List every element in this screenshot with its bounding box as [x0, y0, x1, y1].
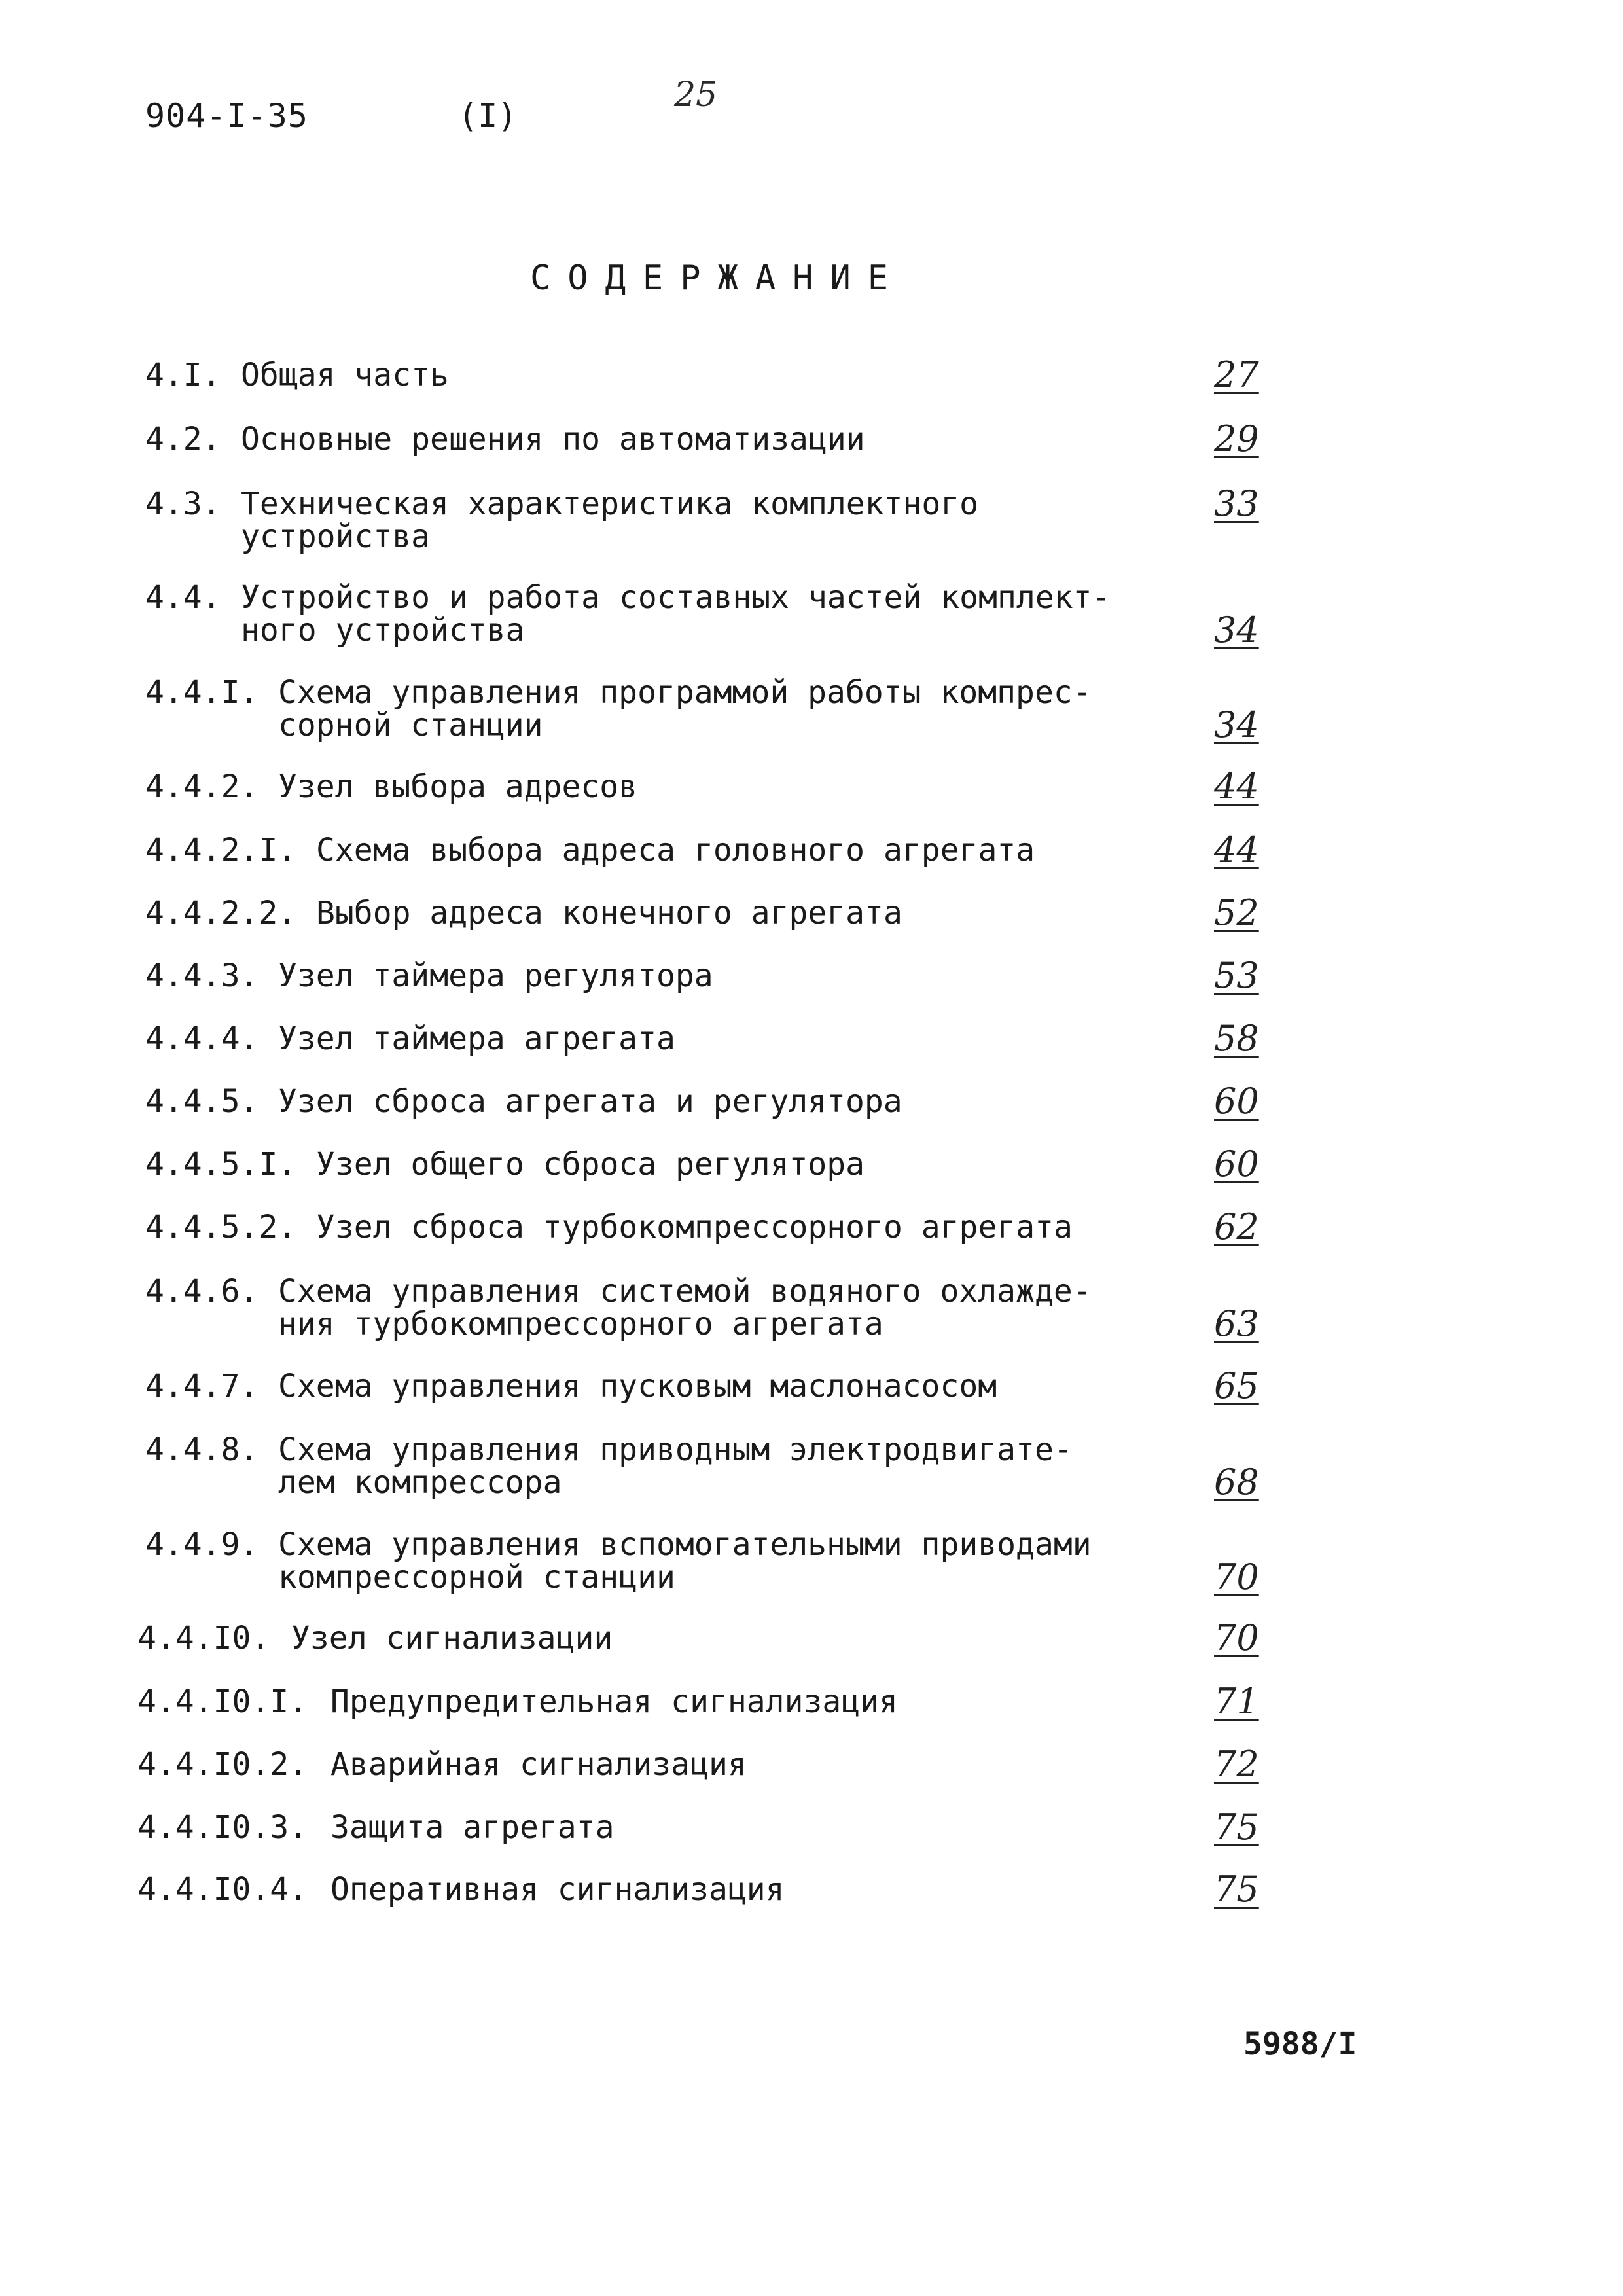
toc-entry-page: 68: [1214, 1462, 1259, 1503]
toc-entry-number: 4.4.2.2.: [145, 895, 297, 931]
toc-entry-page: 70: [1214, 1617, 1259, 1659]
toc-entry-title: Устройство и работа составных частей комплект- ного устройства: [241, 579, 1111, 649]
toc-entry-page: 58: [1214, 1018, 1259, 1059]
toc-entry-number: 4.4.3.: [145, 958, 259, 994]
toc-entry-number: 4.4.I0.2.: [137, 1746, 308, 1783]
toc-entry-title: Техническая характеристика комплектного устройства: [241, 486, 979, 555]
toc-entry-title: Общая часть: [241, 357, 449, 393]
toc-entry-page: 60: [1214, 1081, 1259, 1122]
toc-entry-number: 4.4.: [145, 579, 221, 616]
toc-entry-page: 65: [1214, 1365, 1259, 1407]
toc-entry-number: 4.4.4.: [145, 1020, 259, 1057]
toc-entry-number: 4.4.5.2.: [145, 1209, 297, 1246]
inventory-stamp: 5988/I: [1243, 2026, 1357, 2062]
toc-entry-page: 29: [1214, 418, 1259, 459]
toc-entry-title: Узел сигнализации: [291, 1620, 613, 1657]
toc-entry-page: 72: [1214, 1744, 1259, 1785]
toc-entry-title: Схема управления приводным электродвигате- лем компрессора: [278, 1431, 1073, 1501]
toc-entry-number: 4.4.6.: [145, 1273, 259, 1310]
toc-entry-title: Схема управления программой работы компрес- сорной станции: [278, 674, 1092, 744]
toc-entry-title: Защита агрегата: [330, 1809, 615, 1846]
toc-entry-page: 52: [1214, 892, 1259, 933]
toc-entry-title: Схема управления пусковым маслонасосом: [278, 1368, 997, 1405]
toc-entry-page: 34: [1214, 704, 1259, 745]
toc-entry-number: 4.4.2.: [145, 768, 259, 805]
toc-entry-number: 4.2.: [145, 421, 221, 457]
toc-entry-page: 33: [1214, 483, 1259, 524]
toc-entry-page: 44: [1214, 766, 1259, 807]
toc-entry-number: 4.4.5.: [145, 1083, 259, 1120]
toc-entry-number: 4.4.7.: [145, 1368, 259, 1405]
toc-entry-number: 4.4.8.: [145, 1431, 259, 1468]
toc-entry-title: Оперативная сигнализация: [330, 1871, 785, 1908]
toc-entry-title: Аварийная сигнализация: [330, 1746, 747, 1783]
sheet-number: 25: [674, 75, 718, 115]
toc-entry-title: Основные решения по автоматизации: [241, 421, 865, 457]
toc-entry-title: Узел общего сброса регулятора: [316, 1146, 865, 1183]
toc-entry-page: 62: [1214, 1206, 1259, 1247]
toc-entry-number: 4.4.I0.I.: [137, 1683, 308, 1720]
toc-entry-number: 4.4.I0.3.: [137, 1809, 308, 1846]
toc-entry-page: 75: [1214, 1806, 1259, 1848]
toc-entry-title: Предупредительная сигнализация: [330, 1683, 898, 1720]
toc-entry-title: Узел таймера регулятора: [278, 958, 713, 994]
toc-entry-number: 4.4.9.: [145, 1526, 259, 1563]
toc-entry-number: 4.4.5.I.: [145, 1146, 297, 1183]
toc-entry-number: 4.I.: [145, 357, 221, 393]
toc-entry-title: Узел сброса турбокомпрессорного агрегата: [316, 1209, 1073, 1246]
toc-entry-title: Схема управления вспомогательными приводами компрессорной станции: [278, 1526, 1092, 1596]
toc-entry-page: 60: [1214, 1143, 1259, 1185]
toc-entry-page: 27: [1214, 354, 1259, 395]
document-code: 904-I-35: [145, 97, 308, 135]
toc-entry-page: 44: [1214, 829, 1259, 870]
toc-entry-title: Выбор адреса конечного агрегата: [316, 895, 902, 931]
toc-entry-number: 4.3.: [145, 486, 221, 522]
toc-entry-number: 4.4.2.I.: [145, 832, 297, 869]
toc-entry-page: 34: [1214, 609, 1259, 651]
toc-entry-title: Узел таймера агрегата: [278, 1020, 675, 1057]
toc-entry-title: Узел выбора адресов: [278, 768, 638, 805]
toc-entry-page: 53: [1214, 955, 1259, 996]
toc-entry-number: 4.4.I0.: [137, 1620, 270, 1657]
page-title: СОДЕРЖАНИЕ: [530, 259, 906, 298]
toc-entry-page: 75: [1214, 1869, 1259, 1910]
toc-entry-page: 71: [1214, 1681, 1259, 1722]
document-part: (I): [458, 97, 518, 135]
toc-entry-title: Узел сброса агрегата и регулятора: [278, 1083, 902, 1120]
toc-entry-number: 4.4.I0.4.: [137, 1871, 308, 1908]
toc-entry-number: 4.4.I.: [145, 674, 259, 711]
toc-entry-page: 70: [1214, 1556, 1259, 1598]
toc-entry-title: Схема выбора адреса головного агрегата: [316, 832, 1035, 869]
toc-entry-page: 63: [1214, 1303, 1259, 1344]
toc-entry-title: Схема управления системой водяного охлажде- ния турбокомпрессорного агрегата: [278, 1273, 1092, 1342]
